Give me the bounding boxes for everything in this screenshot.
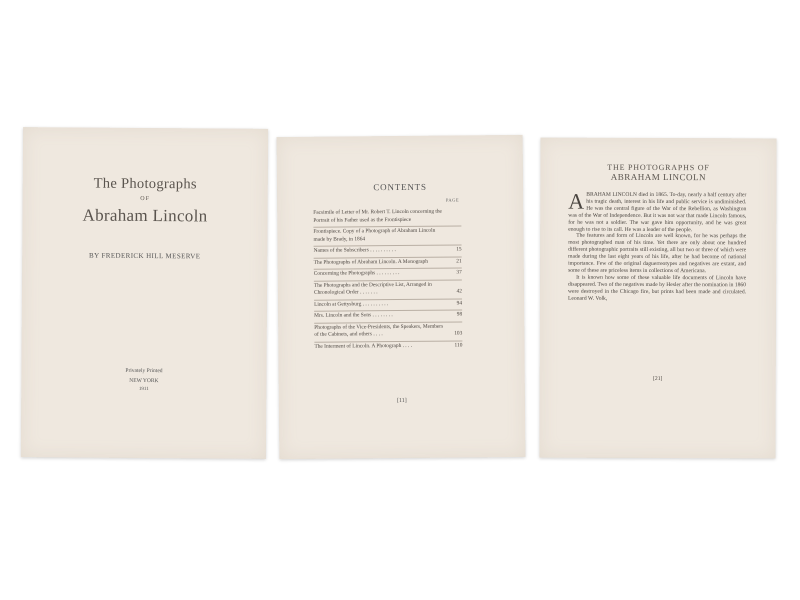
contents-heading: CONTENTS (373, 181, 427, 193)
contents-page-sheet (277, 135, 526, 459)
imprint-city: NEW YORK (129, 377, 159, 385)
author-line: BY FREDERICK HILL MESERVE (89, 251, 201, 261)
contents-entry-page: 98 (456, 311, 463, 318)
contents-entry-text: Concerning the Photographs . . . . . . . . . (313, 270, 400, 277)
contents-entry-text: The Interment of Lincoln. A Photograph . . . . (314, 342, 413, 350)
contents-entry (314, 341, 462, 353)
title-line-2: Abraham Lincoln (82, 205, 208, 226)
title-of: OF (140, 195, 151, 203)
paragraph-3: It is known how some of these valuable life documents of Lincoln have disappeared. Two of the negatives made by Hesler after the nomination in 1860 were destroyed in the Chicago fire, but prints had been made and circulated. Leonard W. Volk, (567, 274, 747, 302)
contents-page-label: PAGE (445, 197, 460, 203)
text-page-heading-1: THE PHOTOGRAPHS OF (607, 162, 710, 173)
title-line-1: The Photographs (93, 175, 197, 193)
contents-entry-page: 103 (454, 330, 463, 337)
drop-cap: A (568, 188, 585, 214)
contents-entry-page: 37 (456, 269, 462, 276)
title-page-sheet (21, 127, 268, 459)
text-page-folio: [21] (653, 375, 663, 383)
paragraph-2: The features and form of Lincoln are well known, for he was perhaps the most photographed man of his time. Yet there are only about one hundred different photographic portraits still existing, all but two or three of which were made during the last eight years of his life, after he had become of national importance. Few of the original daguerreotypes and negatives are extant, and some of these are priceless items in collections of Americana. (568, 233, 747, 275)
contents-entry-text: Facsimile of Letter of Mr. Robert T. Lincoln concerning the Portrait of his Father used as the Frontispiece (313, 208, 442, 224)
imprint-printed: Privately Printed (125, 367, 163, 375)
contents-entry-text: Lincoln at Gettysburg . . . . . . . . . . (314, 300, 389, 308)
contents-entry-text: Frontispiece. Copy of a Photograph of Abraham Lincoln made by Brady, in 1864 (313, 227, 436, 243)
contents-entry-text: Names of the Subscribers . . . . . . . . . . (313, 247, 396, 254)
contents-entry (314, 322, 462, 342)
contents-entry-text: Photographs of the Vice-Presidents, the Speakers, Members of the Cabinets, and others . . . . (314, 323, 444, 338)
contents-entry-page: 21 (456, 257, 462, 265)
paragraph-1 (568, 188, 747, 234)
imprint-year: 1911 (138, 386, 149, 393)
contents-entry (314, 280, 462, 300)
contents-entry-text: The Photographs and the Descriptive List, Arranged in Chronological Order . . . . . . . (313, 281, 432, 296)
contents-entry-text: Mrs. Lincoln and the Sons . . . . . . . . (314, 312, 393, 319)
contents-list (313, 207, 462, 352)
contents-folio: [11] (396, 397, 407, 405)
contents-entry-page: 42 (456, 288, 462, 295)
contents-entry (313, 207, 461, 227)
contents-entry-page: 94 (456, 299, 463, 307)
text-page-sheet (539, 138, 776, 459)
contents-entry (313, 226, 461, 246)
paragraph-1-text: BRAHAM LINCOLN died in 1865. To-day, nearly a half century after his tragic death, interest in his life and public service is undiminished. He was the central figure of the War of the Rebellion, as Washington was of the War of Independence. But it was not war that made Lincoln famous, for he was not a soldier. The war gave him opportunity, and he was great enough to rise to its call. He was a leader of the people. (568, 191, 747, 233)
contents-entry-text: The Photographs of Abraham Lincoln. A Monograph (313, 258, 428, 266)
contents-entry-page: 15 (456, 246, 462, 253)
contents-entry-page: 110 (454, 341, 463, 349)
text-page-body (567, 188, 747, 303)
text-page-heading-2: ABRAHAM LINCOLN (610, 171, 707, 183)
